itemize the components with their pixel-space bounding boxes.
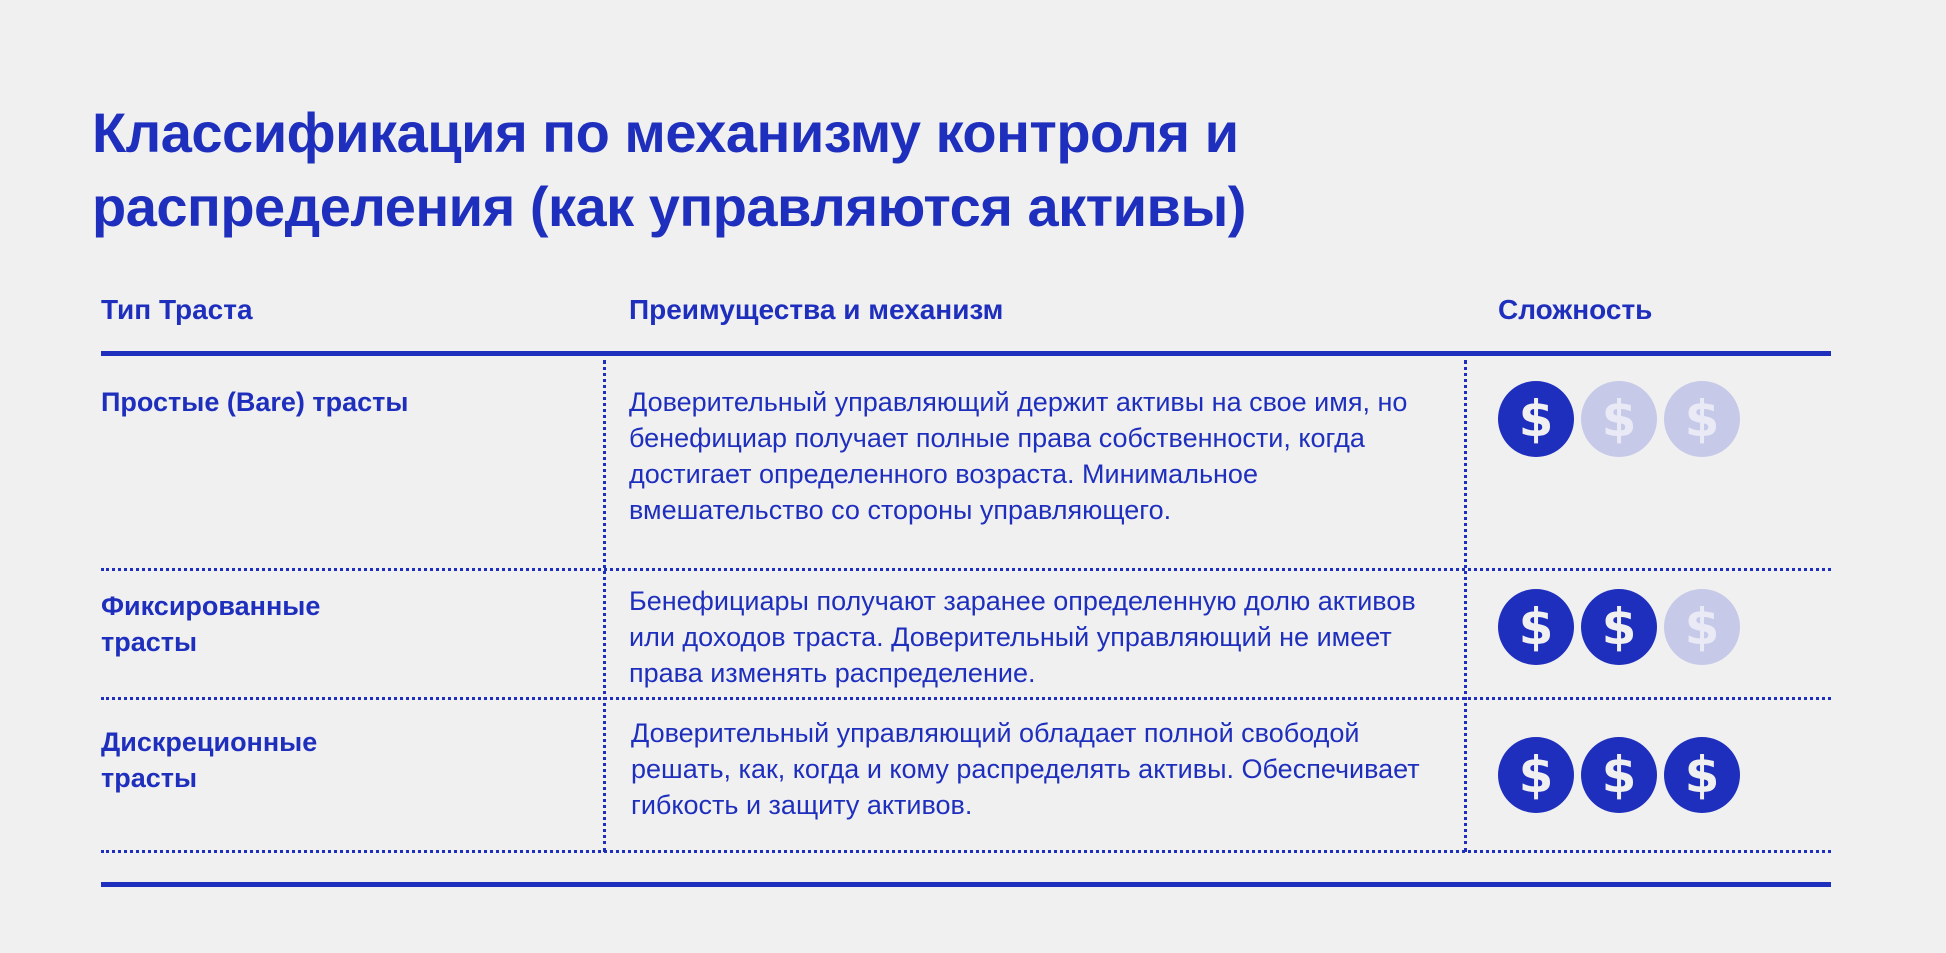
row-divider-2 <box>101 697 1831 700</box>
column-header-complexity: Сложность <box>1498 294 1653 325</box>
column-divider-1 <box>603 360 606 852</box>
row-divider-3 <box>101 850 1831 853</box>
column-divider-2 <box>1464 360 1467 852</box>
row-divider-1 <box>101 568 1831 571</box>
page-title <box>92 96 1492 244</box>
dollar-coin-icon: $ <box>1664 589 1740 665</box>
page-title-line-2: распределения (как управляются активы) <box>92 175 1246 238</box>
header-rule <box>101 351 1831 356</box>
row-2-complexity <box>1498 589 1740 665</box>
row-1-type <box>101 384 561 420</box>
dollar-coin-icon: $ <box>1664 381 1740 457</box>
column-header-mechanism: Преимущества и механизм <box>629 294 1004 325</box>
table-bottom-rule <box>101 882 1831 887</box>
row-1-type-line-1: Простые (Bare) трасты <box>101 387 409 417</box>
dollar-coin-icon: $ <box>1664 737 1740 813</box>
row-3-complexity <box>1498 737 1740 813</box>
row-3-type <box>101 724 561 796</box>
dollar-coin-icon: $ <box>1581 381 1657 457</box>
column-header-type: Тип Траста <box>101 294 253 325</box>
row-2-description: Бенефициары получают заранее определенную долю активов или доходов траста. Доверительный управляющий не имеет права изменять распределение. <box>629 586 1416 688</box>
row-3-type-line-1: Дискреционные <box>101 727 318 757</box>
row-3-type-line-2: трасты <box>101 763 198 793</box>
row-1-complexity <box>1498 381 1740 457</box>
page-title-line-1: Классификация по механизму контроля и <box>92 101 1239 164</box>
row-3-description: Доверительный управляющий обладает полной свободой решать, как, когда и кому распределять активы. Обеспечивает гибкость и защиту активов. <box>631 718 1420 820</box>
row-2-type-line-2: трасты <box>101 627 198 657</box>
dollar-coin-icon: $ <box>1498 381 1574 457</box>
row-2-type <box>101 588 561 660</box>
row-2-type-line-1: Фиксированные <box>101 591 321 621</box>
dollar-coin-icon: $ <box>1581 737 1657 813</box>
dollar-coin-icon: $ <box>1581 589 1657 665</box>
row-1-description: Доверительный управляющий держит активы на свое имя, но бенефициар получает полные права собственности, когда достигает определенного возраста. Минимальное вмешательство со стороны управляющего. <box>629 387 1408 525</box>
dollar-coin-icon: $ <box>1498 737 1574 813</box>
dollar-coin-icon: $ <box>1498 589 1574 665</box>
